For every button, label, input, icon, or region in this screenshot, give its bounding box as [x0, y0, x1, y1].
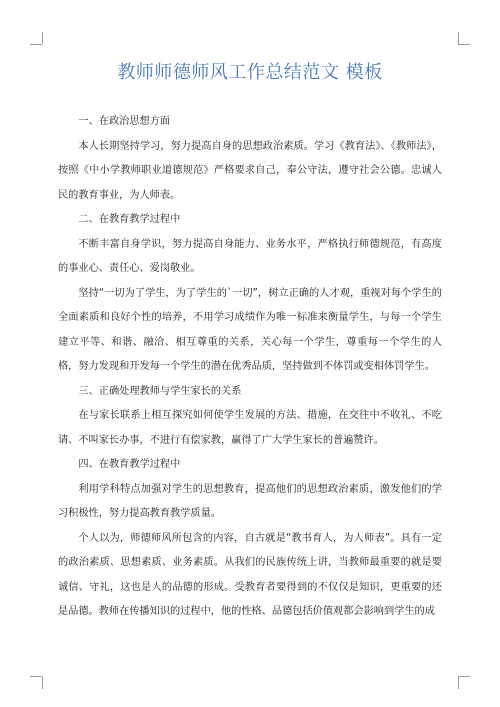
- body-paragraph: 本人长期坚持学习，努力提高自身的思想政治素质。学习《教育法》、《教师法》，按照《中小学教师职业道德规范》严格要求自己，奉公守法，遵守社会公德。忠诚人民的教育事业，为人师表。: [58, 140, 442, 201]
- crop-mark-bottom-left-h: [30, 676, 42, 677]
- crop-mark-top-left-h: [30, 44, 42, 45]
- section-heading: 四、在教育教学过程中: [78, 459, 181, 470]
- crop-mark-top-left-v: [42, 32, 43, 44]
- crop-mark-top-right-v: [458, 32, 459, 44]
- document-body: [58, 110, 442, 625]
- document-title: 教师师德师风工作总结范文 模板: [117, 62, 383, 83]
- section-heading: 三、正确处理教师与学生家长的关系: [78, 385, 242, 397]
- crop-mark-top-right-h: [458, 44, 470, 45]
- body-paragraph: 个人以为，师德师风所包含的内容，自古就是“教书育人，为人师表”。具有一定的政治素质、思想素质、业务素质。从我们的民族传统上讲，当教师最重要的就是要诚信、守礼，这也是人的品德的形成。受教育者要得到的不仅仅是知识，更重要的还是品德。教师在传播知识的过程中，他的性格、品德包括价值观都会影响到学生的成: [58, 532, 442, 617]
- section-heading: 二、在教育教学过程中: [78, 214, 181, 225]
- crop-mark-bottom-right-v: [458, 677, 459, 689]
- body-paragraph: 不断丰富自身学识，努力提高自身能力、业务水平，严格执行师德规范，有高度的事业心、责任心、爱岗敬业。: [58, 238, 442, 274]
- section-heading: 一、在政治思想方面: [78, 116, 171, 127]
- body-paragraph: 利用学科特点加强对学生的思想教育，提高他们的思想政治素质，激发他们的学习积极性，努力提高教育教学质量。: [58, 483, 442, 519]
- body-paragraph: 在与家长联系上相互探究如何使学生发展的方法、措施，在交往中不收礼、不吃请、不叫家长办事，不进行有偿家教，赢得了广大学生家长的普遍赞许。: [58, 410, 442, 446]
- body-paragraph: 坚持“一切为了学生，为了学生的`一切”，树立正确的人才观，重视对每个学生的全面素质和良好个性的培养，不用学习成绩作为唯一标准来衡量学生，与每一个学生建立平等、和谐、融洽、相互尊重的关系，关心每一个学生，尊重每一个学生的人格，努力发现和开发每一个学生的潜在优秀品质，坚持做到不体罚或变相体罚学生。: [58, 287, 442, 372]
- crop-mark-bottom-right-h: [458, 676, 470, 677]
- crop-mark-bottom-left-v: [42, 677, 43, 689]
